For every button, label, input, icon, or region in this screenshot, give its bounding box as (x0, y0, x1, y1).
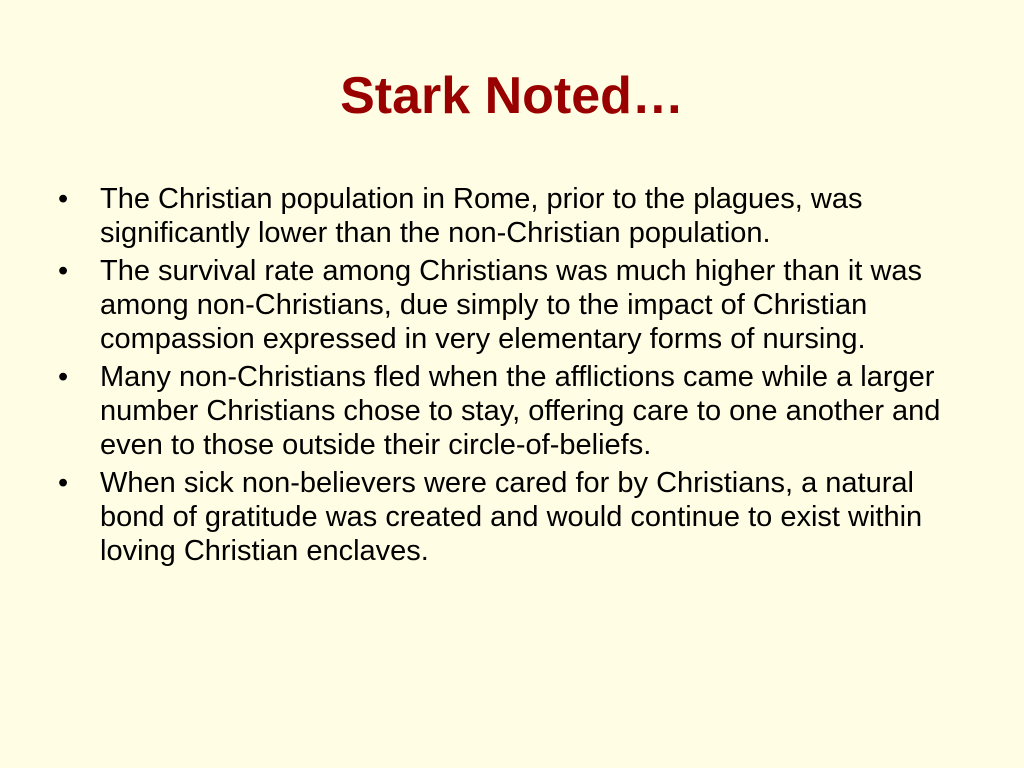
bullet-marker: • (58, 467, 69, 499)
bullet-item (58, 182, 978, 250)
bullet-text: When sick non-believers were cared for by Christians, a natural bond of gratitude was created and would continue to exist within loving Christian enclaves. (100, 467, 923, 567)
bullet-marker: • (58, 361, 69, 393)
bullet-item (58, 360, 978, 462)
bullet-item (58, 466, 978, 568)
bullet-text: The survival rate among Christians was much higher than it was among non-Christians, due simply to the impact of Christian compassion expressed in very elementary forms of nursing. (100, 255, 923, 355)
bullet-text: Many non-Christians fled when the afflictions came while a larger number Christians chose to stay, offering care to one another and even to those outside their circle-of-beliefs. (100, 361, 941, 461)
slide-title: Stark Noted… (340, 67, 684, 125)
bullet-item (58, 254, 978, 356)
bullet-marker: • (58, 183, 69, 215)
bullet-list (58, 182, 978, 572)
bullet-text: The Christian population in Rome, prior to the plagues, was significantly lower than the non-Christian population. (100, 183, 863, 249)
bullet-marker: • (58, 255, 69, 287)
